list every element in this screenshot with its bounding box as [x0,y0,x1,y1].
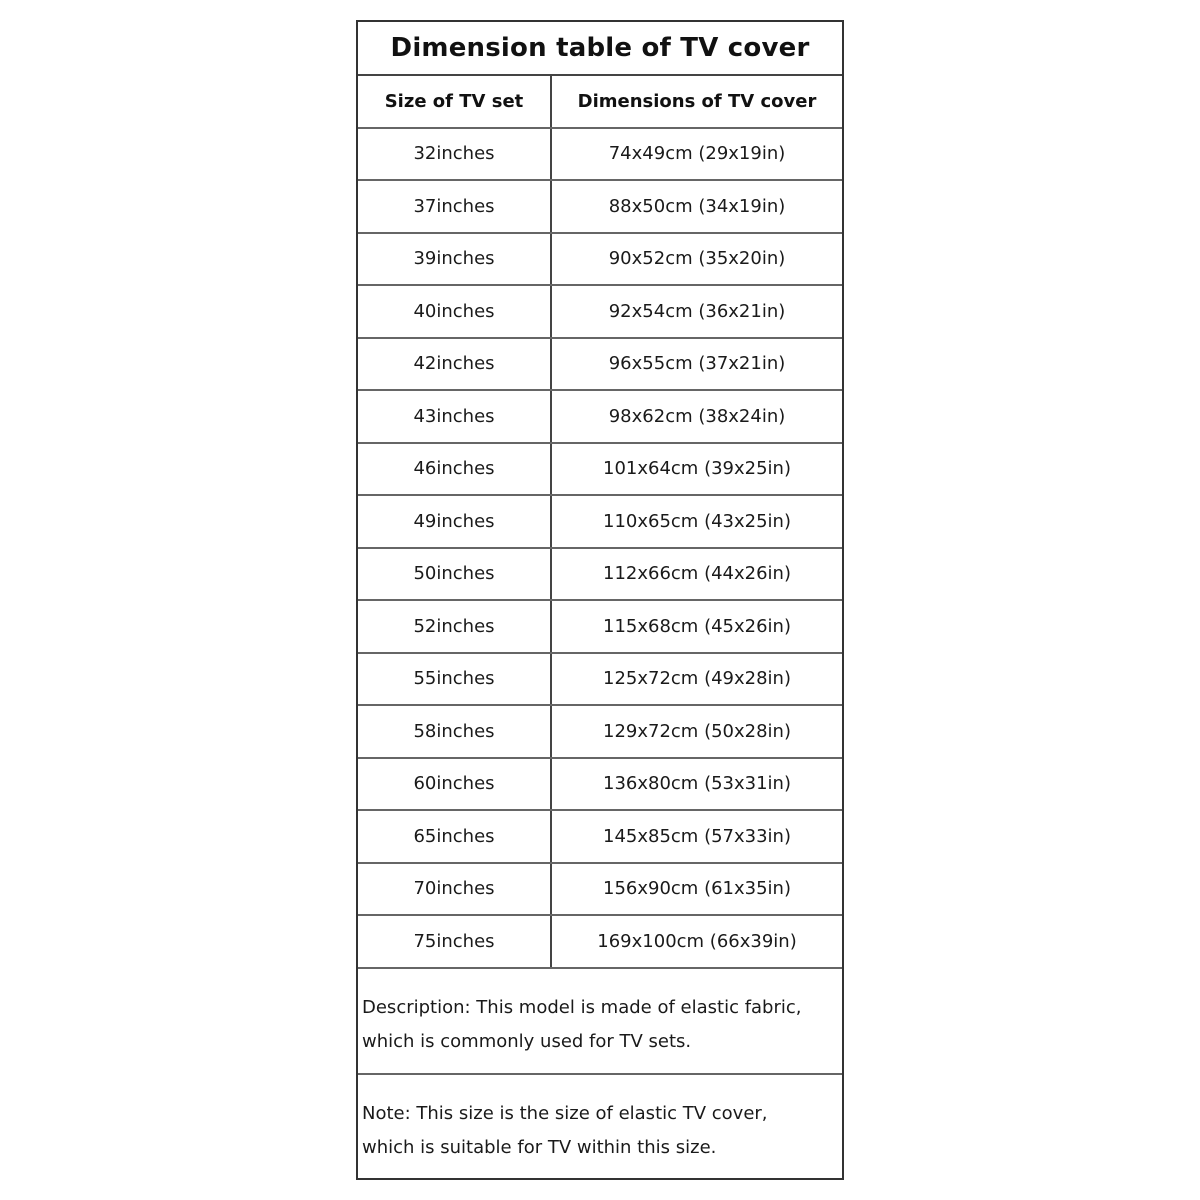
cover-dimensions-cell: 90x52cm (35x20in) [608,248,786,270]
cover-dimensions-cell: 145x85cm (57x33in) [603,825,791,847]
tv-size-cell: 49inches [358,496,552,547]
table-row [358,549,842,602]
cover-dimensions-cell: 129x72cm (50x28in) [603,720,791,742]
description-line-2: which is commonly used for TV sets. [362,1030,692,1052]
cover-dimensions-cell: 112x66cm (44x26in) [603,563,791,585]
table-row [358,444,842,497]
tv-size-cell: 42inches [358,339,552,390]
tv-size-cell: 32inches [358,129,552,180]
cover-dimensions-cell: 96x55cm (37x21in) [608,353,786,375]
note-line-2: which is suitable for TV within this size. [362,1136,717,1158]
table-row [358,181,842,234]
tv-size-cell: 70inches [358,864,552,915]
table-row [358,601,842,654]
cover-dimensions-cell: 98x62cm (38x24in) [608,405,786,427]
tv-size-cell: 39inches [358,234,552,285]
table-row [358,339,842,392]
tv-size-cell: 60inches [358,759,552,810]
header-cover-dimensions: Dimensions of TV cover [577,90,817,112]
cover-dimensions-cell: 125x72cm (49x28in) [603,668,791,690]
cover-dimensions-cell: 92x54cm (36x21in) [608,300,786,322]
table-row [358,234,842,287]
tv-size-cell: 43inches [358,391,552,442]
tv-size-cell: 52inches [358,601,552,652]
table-title: Dimension table of TV cover [358,22,842,76]
cover-dimensions-cell: 156x90cm (61x35in) [603,878,791,900]
cover-dimensions-cell: 136x80cm (53x31in) [603,773,791,795]
table-row [358,496,842,549]
description-text [358,969,842,1075]
description-line-1: Description: This model is made of elastic fabric, [362,996,802,1018]
dimension-table [356,20,844,1180]
note-line-1: Note: This size is the size of elastic TV cover, [362,1102,768,1124]
cover-dimensions-cell: 88x50cm (34x19in) [608,195,786,217]
tv-size-cell: 46inches [358,444,552,495]
tv-size-cell: 58inches [358,706,552,757]
tv-size-cell: 75inches [358,916,552,967]
tv-size-cell: 65inches [358,811,552,862]
header-tv-size: Size of TV set [358,76,552,127]
note-text [358,1075,842,1181]
cover-dimensions-cell: 169x100cm (66x39in) [597,930,797,952]
table-row [358,286,842,339]
cover-dimensions-cell: 74x49cm (29x19in) [608,143,786,165]
table-row [358,864,842,917]
tv-size-cell: 37inches [358,181,552,232]
tv-size-cell: 50inches [358,549,552,600]
table-row [358,391,842,444]
table-header-row [358,76,842,129]
cover-dimensions-cell: 115x68cm (45x26in) [603,615,791,637]
table-row [358,654,842,707]
tv-size-cell: 55inches [358,654,552,705]
tv-size-cell: 40inches [358,286,552,337]
table-row [358,706,842,759]
table-row [358,811,842,864]
table-row [358,916,842,969]
cover-dimensions-cell: 101x64cm (39x25in) [603,458,791,480]
table-row [358,129,842,182]
cover-dimensions-cell: 110x65cm (43x25in) [603,510,791,532]
table-row [358,759,842,812]
